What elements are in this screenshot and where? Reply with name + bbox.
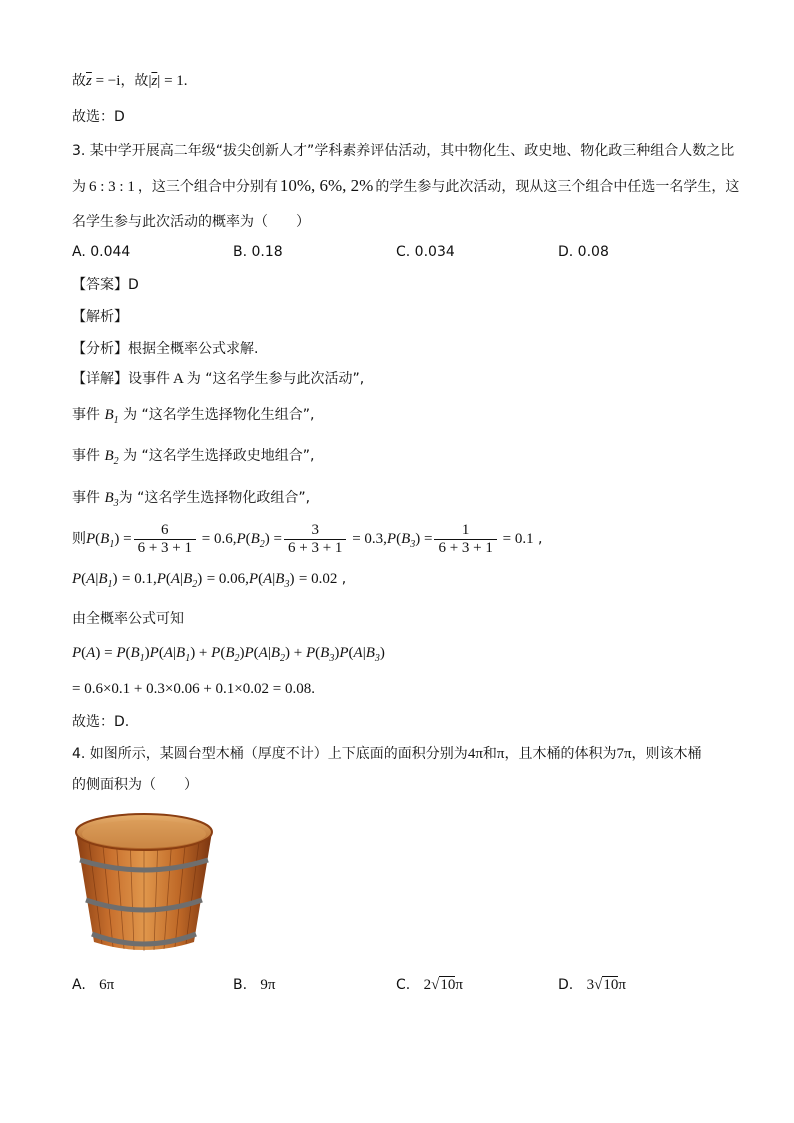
math: P xyxy=(86,531,96,547)
previous-answer-line xyxy=(72,71,188,91)
q3-option-c: C. 0.034 xyxy=(396,244,455,260)
q4-stem-line2: 的侧面积为（ ） xyxy=(72,777,198,793)
q3-option-a: A. 0.044 xyxy=(72,244,131,260)
q3-stem-line2 xyxy=(72,176,739,197)
q4-option-a: A. 6π xyxy=(72,977,115,993)
fraction-2: $\frac{3}{6 + 3 + 1}$ xyxy=(284,522,346,557)
event-a: A xyxy=(173,371,184,387)
text: ，则该木桶 xyxy=(631,746,702,762)
text: 为 xyxy=(72,179,86,195)
abs-open: | xyxy=(148,73,152,89)
event-b1-line xyxy=(72,405,314,431)
text: 故 xyxy=(72,73,86,89)
math: = −i xyxy=(91,73,121,89)
math: = 0.3, xyxy=(348,531,387,547)
math: 7π xyxy=(616,746,632,762)
percents: 10%, 6%, 2% xyxy=(279,176,374,195)
fraction-3: $\frac{1}{6 + 3 + 1}$ xyxy=(434,522,496,557)
total-probability-formula: $P(A) = P(B_1)P(A|B_1) + P(B_2)P(A|B_2) + P(B_3)P(A|B_3)$ xyxy=(72,645,385,664)
text: 的学生参与此次活动，现从这三个组合中任选一名学生，这 xyxy=(375,179,740,195)
text: 为 “这名学生参与此次活动”, xyxy=(186,371,365,387)
math: 4π xyxy=(467,746,483,762)
sum-line: = 0.6×0.1 + 0.3×0.06 + 0.1×0.02 = 0.08. xyxy=(72,681,315,697)
text: 为 “这名学生选择政史地组合”, xyxy=(123,448,315,464)
q4-option-d: D. 3√10π xyxy=(558,977,626,993)
q3-choice: 故选：D. xyxy=(72,714,130,730)
text: 4. 如图所示，某圆台型木桶（厚度不计）上下底面的面积分别为 xyxy=(72,746,468,762)
text: ，故 xyxy=(120,73,149,89)
q4-option-c: C. 2√10π xyxy=(396,977,463,993)
math: = 0.6×0.1 + 0.3×0.06 + 0.1×0.02 = 0.08 xyxy=(72,681,312,697)
event-b3: $B_3$ xyxy=(104,490,119,509)
text: 为 “这名学生选择物化政组合”, xyxy=(118,490,311,506)
event-b2: $B_2$ xyxy=(104,448,119,467)
abs-close: | xyxy=(157,73,161,89)
event-b2-line xyxy=(72,446,314,472)
math: π xyxy=(496,746,505,762)
previous-choice: 故选：D xyxy=(72,109,125,125)
event-b3-line xyxy=(72,488,310,514)
q4-stem-line1 xyxy=(72,744,702,764)
text: 则 xyxy=(72,531,86,547)
text: 为 “这名学生选择物化生组合”, xyxy=(123,407,315,423)
math: = 0.6, xyxy=(197,531,237,547)
ratio: 6 : 3 : 1 xyxy=(89,179,135,195)
text: 事件 xyxy=(72,448,100,464)
z: $\overline{z}$ xyxy=(151,73,158,89)
fraction-1: $\frac{6}{6 + 3 + 1}$ xyxy=(134,522,196,557)
q3-stem-line1: 3. 某中学开展高二年级“拔尖创新人才”学科素养评估活动，其中物化生、政史地、物化政三种组合人数之比 xyxy=(72,143,735,159)
math: = 1 xyxy=(160,73,184,89)
event-b1: $B_1$ xyxy=(104,407,119,426)
q3-option-b: B. 0.18 xyxy=(233,244,283,260)
text: 和 xyxy=(482,746,497,762)
answer-tag: 【答案】 xyxy=(72,277,128,293)
math: = 0.1 xyxy=(498,531,534,547)
math: . xyxy=(183,73,188,89)
text: 【详解】设事件 xyxy=(72,371,170,387)
text: 事件 xyxy=(72,490,100,506)
z-bar: $\overline{z}$ xyxy=(86,73,92,89)
q3-option-d: D. 0.08 xyxy=(558,244,609,260)
answer-value: D xyxy=(128,277,139,293)
text: ，且木桶的体积为 xyxy=(504,746,617,762)
q3-stem-line3: 名学生参与此次活动的概率为（ ） xyxy=(72,214,310,230)
detail-line xyxy=(72,369,364,389)
text: ，这三个组合中分别有 xyxy=(137,179,278,195)
q4-option-b: B. 9π xyxy=(233,977,276,993)
fenxi-line: 【分析】根据全概率公式求解. xyxy=(72,341,259,357)
text: 事件 xyxy=(72,407,100,423)
wooden-bucket-image xyxy=(72,808,216,958)
conditional-probabilities: $P(A|B_1) = 0.1,P(A|B_2) = 0.06,P(A|B_3) = 0.02$ , xyxy=(72,571,347,590)
analysis-tag: 【解析】 xyxy=(72,309,128,325)
prior-probabilities: 则$P(B_1)$ = $\frac{6}{6 + 3 + 1}$ = $0.6,P(B_2)$ = $\frac{3}{6 + 3 + 1}$ = $0.3,P(B_3)$ = $\frac{1}{6 + 3 + 1}$ = 0.1 , xyxy=(72,521,543,556)
answer-line xyxy=(72,275,139,295)
total-law-line: 由全概率公式可知 xyxy=(72,611,184,627)
